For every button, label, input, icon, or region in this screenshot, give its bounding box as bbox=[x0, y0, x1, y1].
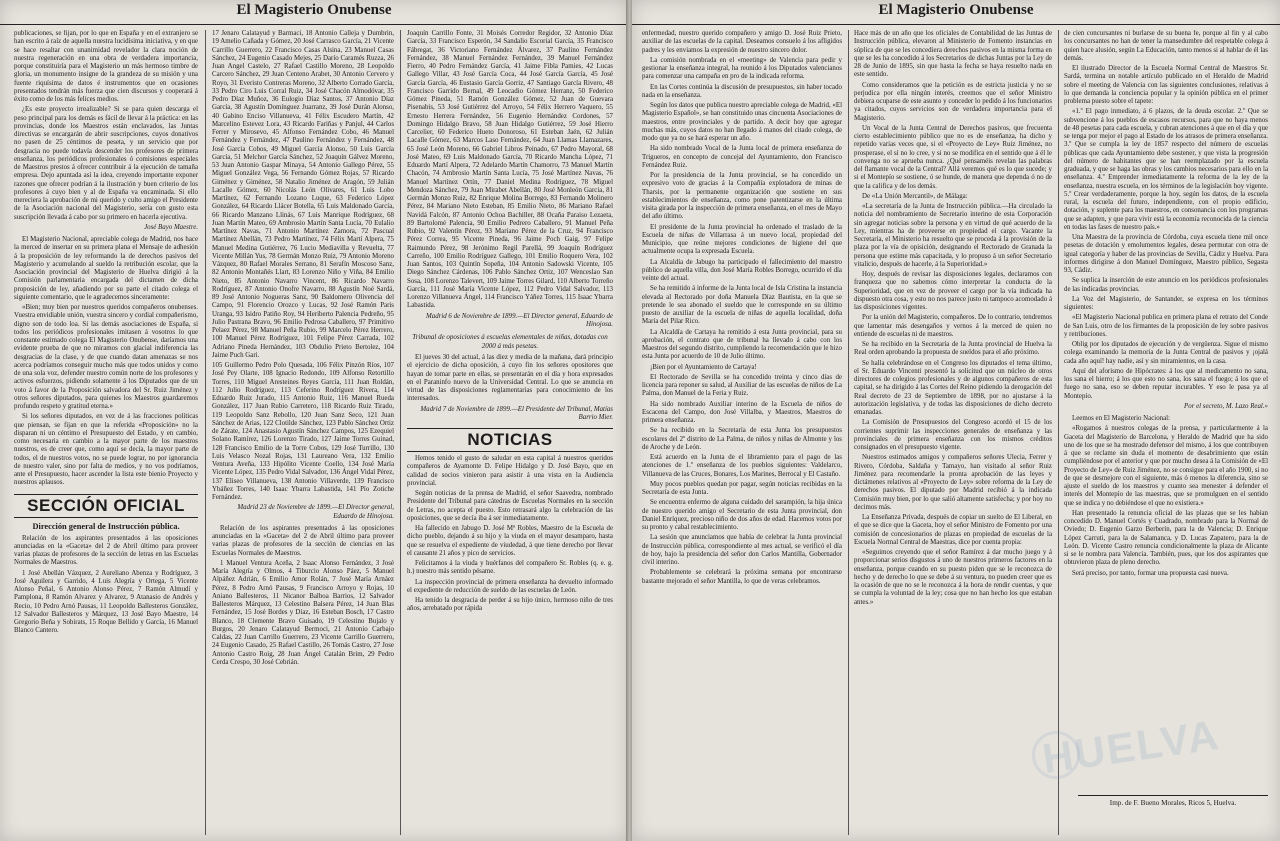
news-item: Hace más de un año que los oficiales de Contabilidad de las Juntas de Instrucción pública, elevaron al Ministerio de Fomento instancias en súplica de que se les concediera derechos pasivos en la misma forma en que se les ha concedido á los Secretarios de dichas Juntas por la Ley de 28 de Junio de 1895, sin que hasta la fecha se haya resuelto nada en este sentido. bbox=[854, 30, 1052, 79]
news-item: Según noticias de la prensa de Madrid, el señor Saavedra, nombrado Presidente del Tribunal para cátedras de Escuelas Normales en la sección de Letras, no acepta el puesto. Esto retrasará algo la celebración de las oposiciones, que se decía iba á ser inmediatamente. bbox=[407, 490, 613, 522]
column-rule bbox=[848, 30, 849, 835]
relation-paragraph: Relación de los aspirantes presentados á las oposiciones anunciadas en la «Gaceta» del 2 de Abril último para proveer varias plazas de profesores de la sección de ciencias en las Escuelas Normales de Maestros. bbox=[212, 524, 394, 557]
conclusions-list: «1.º El pago inmediato, á 6 plazos, de la deuda escolar. 2.º Que se subvencione á los pueblos de escasos recursos, para que no haya menos de 48 pesetas para cada escuela, y cubran atenciones á que en el día y que se tenga por mejor el pago al Estado de los atrasos de primera enseñanza. 3.º Que se cumpla la ley de 1857 respecto del número de escuelas públicas que cada Ayuntamiento debe sostener, y que vista la progresión del número de habitantes que se han reemplazado por la escuela graduada, y que se haga las obras y los cambios necesarios para ello en la enseñanza. 4.º Emprender inmediatamente la reforma de la ley de la enseñanza, nuestra escuela, en los términos de la legislación hoy vigente. 5.º Crear verdaderamente, porque la hoy, según los datos, de la escuela rural, la escuela del futuro, independiente, con el propio edificio, dotación, y suplente para los maestros, en consonancia con los programas que se adapten, y que para vivir está la economía reconocida de la ciencia en todas las fases de nuestro país.» bbox=[1064, 108, 1268, 231]
news-item: La comisión nombrada en el «meeting» de Valencia para pedir y gestionar la enseñanza integral, ha reunido á los Diputados valencianos para comenzar una campaña en pro de la indicada reforma. bbox=[642, 56, 842, 81]
tribunal-signature: Madrid 7 de Noviembre de 1899.—El Presidente del Tribunal, Matías Barrio Mier. bbox=[420, 405, 613, 421]
news-item: La Enseñanza Privada, después de copiar un suelto de El Liberal, en el que se dice que la Gaceta, hoy el señor Ministro de Fomento por una comisión de concesionarios de plazas en propiedad de escuelas de la Escuela Normal Central de Maestras, dice por cuenta propia: bbox=[854, 514, 1052, 546]
section-title: SECCIÓN OFICIAL bbox=[14, 494, 198, 518]
masthead: El Magisterio Onubense bbox=[632, 2, 1280, 25]
aspirants-list-cont: 17 Jenaro Calatayud y Barmaci, 18 Antonio Calleja y Dumbrin, 19 Amelio Cañada y Gómez, 20 José Carrasco García, 21 Vicente Carrillo Guerrero, 22 Francisco Casas Alsina, 23 Manuel Casas Sánchez, 24 Eugenio Casado Mejes, 25 Darío Caramés Ruzza, 26 Juan Angel Castelo, 27 Rafael Castillo Moreno, 28 Leopoldo Carcero Sánchez, 29 Juan Centeno Arabet, 30 Antonio Cervero y Royo, 31 Everisto Contreras Moreno, 32 Alberto Corrado García, 33 Pedro Ciro Luis Corral Ruiz, 34 José Chacón Almodóvar, 35 Pedro Díaz Muñoz, 36 Eulogio Díaz Santos, 37 Antonio Díaz García, 38 Agustín Domínguez Juarranz, 39 José Durán Alonso, 40 Gabino Enciso Villanueva, 41 Félix Escudero Martín, 42 Marcelino Estevez Lora, 43 Ricardo Fariñas y Panjul, 44 Carlos Ferrer y Mirosevo, 45 Alfonso Fernández Cobo, 46 Manuel Fernández y Fernández, 47 Paulino Fernández y Fernández, 48 José Garcia Cobos, 49 Miguel García Alonso, 50 Luis García García, 51 Melchor García Sánchez, 52 Joaquín Gálvez Moreno, 53 Juan Antonio Gaspar Minaya, 54 Antonio Gallego Pérez, 55 Miguel González Vega, 56 Fernando Gómez Rojas, 57 Ricardo Giménez y Giménez, 58 Natalio Jiménez de Aragón, 59 Julián Lacalle Gómez, 60 Nicolás León Olivares, 61 Luis Lobo Martínez, 62 Fernando Lozano Luque, 63 Federico López González, 64 Ricardo Llácer Botella, 65 Luis Maldonado García, 66 Ricardo Manzano Llinás, 67 Luis Manrique Rodríguez, 68 Juan Martín Mateo, 69 Ambrosio Martín Santa Lucía, 70 Eulalio Martínez Navas, 71 Antonio Martínez Zamora, 72 Pascual Martínez Abellán, 73 Pedro Martínez, 74 Félix Martí Alpera, 75 Manuel Medina Gutiérrez, 76 Lucio Mediavilla y Revuelta, 77 Vicente Millán Yus, 78 Germán Monzo Ruiz, 79 Antonio Moreno Vázquez, 80 Rafael Morales Serrano, 81 Serafín Moscoso Sanz, 82 Antonio Montañés Llart, 83 Lorenzo Niño y Viña, 84 Emilio Nieto, 85 Antonio Navarro Vincent, 86 Ricardo Navarro Rodríguez, 87 Antonio Onofre Navarro, 88 Agustín Noé Sardá, 89 José Antonio Nogueras Sanz, 90 Baldomero Olivencia del Campo, 91 Florencio Orozco y Lucas, 92 José Ramón Paris Uranga, 93 Isidro Patiño Roy, 94 Heriberto Palencia Pedreño, 95 Julio Pastrana Bravo, 96 Emilio Pedrosa Caballero, 97 Primitivo Pelaez Pérez, 98 Manuel Peña Rubio, 99 Marcelo Pérez Herrero, 100 Manuel Pérez Rodríguez, 101 Felipe Pérez Carrada, 102 Adriano Pineda Hernández, 103 Obdulio Prieto Bertolez, 104 Jaime Puch Gari. bbox=[212, 30, 394, 359]
noticias-title: NOTICIAS bbox=[407, 428, 613, 452]
news-item: Será preciso, por tanto, formar una propuesta casi nueva. bbox=[1072, 569, 1229, 577]
aspirants-list-cont-b: 105 Guillermo Pedro Polo Quesada, 106 Félix Pinzón Ríos, 107 José Pey Olarte, 108 Ignacio Redondo, 109 Alfonso Retortillo Torres, 110 Miguel Aresteines Reyes García, 111 Juan Roldán, 112 Julio Rodríguez, 113 Ceferino Rodríguez Rivera, 114 Eduardo Ruiz Jurado, 115 Antonio Ruiz, 116 Manuel Rueda González, 117 Juan Rubio Carretero, 118 Ricardo Ruiz Tirado, 119 Leopoldo Sanz Rebollo, 120 Juan Sanz Seco, 121 Juan Sánchez de Arias, 122 Clotilde Sánchez, 123 Pablo Sánchez Ortiz de Zárate, 124 Anastasio Agustín Sánchez Campos, 125 Ezequiel Solano Ramírez, 126 Lorenzo Tirado, 127 Jaime Torres Guinad, 128 Francisco Emilio de la Torre Cobos, 129 José Turrillo, 130 Luis Velasco Nozal Rojas, 131 Laureano Vera, 132 Emilio Ventura Aveña, 133 Hipólito Vicente Coello, 134 José María Vicente López, 135 Pedro Vidal Salvador, 136 Ángel Vidal Pérez, 137 Eliseo Villanueva, 138 Antonio Villaverde, 139 Francisco Ybáñez Torres, 140 Isaac Ybarra Labastida, 141 Pío Zotiche Fernández. bbox=[212, 362, 394, 501]
news-item: Un Vocal de la Junta Central de Derechos pasivos, que frecuenta cierto establecimiento público que no es de enseñanza, ha dicho y repetido varias veces que, si el «Proyecto de Ley» Ruiz Jiménez, no prosperase, el sí no lo cree, y si no se modifica en el sentido que á él le convenga no se aprueba nunca. ¿Qué pensaméis revelan las palabras del flamante vocal de la Central? Allá veremos qué es lo que sucede; y si el Montepío se sostiene, ó se hunde, de manera que dependa ó no de que la califica y de los demás. bbox=[854, 124, 1052, 190]
science-list: 1 Manuel Ventura Aceña, 2 Isaac Alonso Fernández, 3 José María Alegría y Olmos, 4 Tiburcio Alonso Páez, 5 Manuel Alpáñez Adrián, 6 Emilio Amor Rolán, 7 José María Arnáez Pérez, 8 Pedro Arnó Pausas, 9 Francisco Arroyo y Rojas, 10 Aniano Ballesteros, 11 Nicanor Balboa Barrios, 12 Salvador Ballesteros Márquez, 13 Celestino Balsera Pérez, 14 Juan Blas Fernández, 15 José Bordes y Díaz, 16 Esteban Bosch, 17 Castro Blanco, 18 Clemente Bravo Guisado, 19 Celestino Bujalo y Burgos, 20 Jenaro Calatayud Bermoci, 21 Antonio Carbajo Caldas, 22 Juan Carrillo Guerrero, 23 Vicente Carrillo Guerrero, 24 Eugenio Casado, 25 Rafael Castillo, 26 Tomás Castro, 27 Jose Antonio Castro Roig, 28 Juan Ángel Catalán Brim, 29 Pedro Cerda Crespo, 30 José Cebrián. bbox=[212, 559, 394, 666]
news-item: La sesión que anunciamos que había de celebrar la Junta provincial de Instrucción pública, correspondiente al mes actual, se verificó el día de hoy, bajo la presidencia del señor don Carlos Mantilla, Gobernador civil interino. bbox=[642, 534, 842, 566]
news-item: Han presentado la renuncia oficial de las plazas que se les habían concedido D. Manuel Cortés y Cuadrado, nombrado para la Normal de Oviedo; D. Eugenio Garzo Berberín, para la de Valencia; D. Enrique López Carruti, para la de Salamanca, y D. Lucas Zapatero, para la de León. D. Vicente Castro renuncia condicionalmente la plaza de Alicante si se le nombra para Valencia. También, pues, que los dos aspirantes que obtuvieron plaza de pleno derecho. bbox=[1064, 509, 1268, 567]
news-item: El presidente de la Junta provincial ha ordenado el traslado de la Escuela de niñas de Villarrasa á un nuevo local, propiedad del Municipio, que reúne mejores condiciones de higiene del que actualmente ocupa la expresada Escuela. bbox=[642, 223, 842, 256]
news-item: Hoy, después de revisar las disposiciones legales, declaramos con franqueza que no sabemos cómo interpretar la conducta de la Superioridad, que en vez de proveer el cargo por la vía indicada ha dispuesto otra cosa, y esto no nos parece justo ni tampoco acomodado á las disposiciones vigentes. bbox=[854, 271, 1052, 311]
news-item: Una Maestra de la provincia de Córdoba, cuya escuela tiene mil once pesetas de dotación y emolumentos legales, desea permutar con otra de igual categoría y haber de las provincias de Sevilla, Cádiz y Huelva. Para informes dirigirse á don Manuel Domínguez, Maestro público, Segasta 93, Cádiz. bbox=[1064, 234, 1268, 274]
news-item: El ilustrado Director de la Escuela Normal Central de Maestros Sr. Sardá, termina un notable artículo publicado en el Heraldo de Madrid sobre el meeting de Valencia con las siguientes conclusiones, relativas á lo que demanda la conciencia popular y la opinión pública en el primer problema puesto sobre el tapete: bbox=[1064, 65, 1268, 105]
quote-paragraph: «Bien; muy bien por nuestros queridos compañeros onubenses. Vuestra envidiable unión, vuestra sincero y cordial compañerismo, digno son de todo loa. Si las demás asociaciones de España, si todos los periódicos profesionales imitasen á vosotros lo que constante estimado colega El Magisterio Onubense, daríamos una evidente prueba de que no miramos con glacial indiferencia las desgracias de la clase, y de que cuando datan amenazas se nos acerca podríamos conseguir mucho más que todos unidos y como de una sola voz, defender nuestro común norte de los profesores y activos esfuerzos, pidiendo solamente á los Diputados que de un voto á favor de la Proposición salvadora del Sr. Ruiz Jiménez y otros señores diputados, para quienes los Maestros guardaremos profundo respeto y gratitud eterna.» bbox=[14, 304, 198, 410]
right-column-3 bbox=[1064, 30, 1268, 781]
news-item: El Rectorado de Sevilla se ha concedido treinta y cinco días de licencia para reponer su salud, al Auxiliar de las escuelas de niños de La Palma, don Manuel de la Feria y Ruiz. bbox=[642, 373, 842, 398]
news-item: Se ha remitido á informe de la Junta local de Isla Cristina la instancia elevada al Rectorado por doña Manuela Díaz Bautista, en la que se pretende le sea abonado el sueldo que le corresponde en su último puesto de auxiliar de la escuela de niñas de aquella localidad, doña María del Pilar Rico. bbox=[642, 285, 842, 326]
news-item: La Voz del Magisterio, de Santander, se expresa en los términos siguientes: bbox=[1064, 295, 1268, 311]
news-item: «Seguimos creyendo que el señor Ramírez á dar mucho juego y á proporcionar serios disgustos á uno de nuestros primeros factores en la enseñanza, porque cuando en su puesto piden que se le reconozca de hecho y de derecho lo que se debe á su ventura, no pueden creer que es la ocasión de que no se le reconozca á la hora de rendir cuentas, y que se cumpla la voluntad de la ley; cosa que no han hecho los que estaban antes.» bbox=[854, 549, 1052, 606]
news-item: Hemos tenido el gusto de saludar en esta capital á nuestros queridos compañeros de Ayamonte D. Felipe Hidalgo y D. José Bayo, que en calidad de socios vinieron para asistir á una vista en la Audiencia provincial. bbox=[407, 455, 613, 487]
news-item: Leemos en El Magisterio Nacional: bbox=[1072, 415, 1170, 422]
news-item: Felicitamos á la viuda y huérfanos del compañero Sr. Robles (q. e. g. h.) nuestro más sentido pésame. bbox=[407, 560, 613, 576]
printer-imprint: Imp. de F. Bueno Morales, Ricos 5, Huelva. bbox=[1078, 795, 1268, 807]
right-page bbox=[632, 0, 1280, 841]
left-column-3 bbox=[407, 30, 613, 835]
tribunal-heading: Tribunal de oposiciones á escuelas elementales de niñas, dotadas con 2000 á más pesetas. bbox=[412, 333, 608, 350]
news-item: Ha tenido la desgracia de perder á su hijo único, hermoso niño de tres años, arrebatado por rápida bbox=[407, 597, 613, 613]
director-signature-2: Madrid 6 de Noviembre de 1899.—El Director general, Eduardo de Hinojosa. bbox=[426, 312, 613, 328]
news-item: Se suplica la inserción de este anuncio en los periódicos profesionales de las indicadas provincias. bbox=[1064, 277, 1268, 293]
masthead: El Magisterio Onubense bbox=[0, 2, 628, 25]
news-item: Se encuentra enfermo de alguna cuidado del sarampión, la hija única de nuestro querido amigo el Secretario de esta Junta provincial, don Daniel Enríquez, precioso niño de dos años de edad. Hacemos votos por su pronto y cabal restablecimiento. bbox=[642, 499, 842, 531]
news-item: de cien concursantes ni burlarse de su buena fe, porque al fin y al cabo los concursantes no han de tener la mansedumbre del respetable colega á quien hace alusión, según La Educación, tanto menos si al hablar de él las demás. bbox=[1064, 30, 1268, 62]
news-item: Ha fallecido en Jabugo D. José Mª Robles, Maestro de la Escuela de dicho pueblo, dejando á su hijo y la viuda en el mayor desamparo, hasta que se resuelva el expediente de viudedad, á que tiene derecho por llevar el causante 21 años y pico de servicios. bbox=[407, 525, 613, 557]
news-item: Ha sido nombrado Auxiliar interino de la Escuela de niños de Escacena del Campo, don José Villalba, y Maestros, Maestros de primera enseñanza. bbox=[642, 400, 842, 424]
news-item: Oblig por los diputados de ejecución y de vergüenza. Sigue el mismo colega examinando la memoria de la Junta Central de pasivos y ¡ojalá cada año aquí! hay nadie, así y sin miramientos, en la casa. bbox=[1064, 341, 1268, 365]
section-subtitle: Dirección general de Instrucción pública. bbox=[32, 521, 180, 531]
news-item: La Alcaldía de Cartaya ha remitido á esta Junta provincial, para su aprobación, el contrato que de tribunal ha llevado á cabo con los Maestros del segundo distrito, cumpliendo la recomendación que le hizo esta Junta por acuerdo de 10 de Julio último. bbox=[642, 328, 842, 361]
left-column-2 bbox=[212, 30, 394, 835]
tribunal-paragraph: El jueves 30 del actual, á las diez y media de la mañana, dará principio el ejercicio de dicha oposición, á cuyo fin los señores opositores que hayan de tomar parte en ellas, se presentarán en el día y hora expresados en el Paraninfo nuevo de la Universidad Central. Lo que se anuncia en virtud de las disposiciones reglamentarias para conocimiento de los interesados. bbox=[407, 354, 613, 403]
left-column-1 bbox=[14, 30, 198, 835]
column-rule bbox=[205, 30, 206, 835]
news-item: Se halla celebrándose en el Congreso los diputados el tema último, el Sr. Eduardo Vincenti presentó la solicitud que un núcleo de otros directores de colegios profesionales y de algunos compañeros de esta capital, se ha dirigido á las Cortes del Reino pidiendo la derogación del Real decreto de 23 de Septiembre de 1898, por no ajustarse á la autorización legislativa, y de todas las disposiciones de dicho decreto emanadas. bbox=[854, 359, 1052, 416]
news-item: Según los datos que publica nuestro apreciable colega de Madrid, «El Magisterio Español», se han constituido unas cincuenta Asociaciones de maestros, entre provinciales y de partido. A decir hoy que agregar muchas más, cuyos datos no han llegado á manos del citado colega, de modo que ya no se hará esperar un año. bbox=[642, 102, 842, 142]
news-item: En las Cortes continúa la discusión de presupuestos, sin haber tocado nada en la enseñanza. bbox=[642, 83, 842, 99]
news-item: La Comisión de Presupuestos del Congreso acordó el 15 de los corrientes suprimir las inspecciones generales de enseñanza y las provinciales de primera enseñanza con los mismos créditos consignados en el presupuesto vigente. bbox=[854, 419, 1052, 451]
news-item: La Alcaldía de Jabugo ha participado el fallecimiento del maestro público de aquella villa, don José María Robles Borrego, ocurrido el día veinte del actual. bbox=[642, 258, 842, 282]
signature: José Bayo Maestre. bbox=[144, 223, 198, 231]
news-item: Muy pocos pueblos quedan por pagar, según noticias recibidas en la Secretaría de esta Junta. bbox=[642, 480, 842, 496]
news-item: Como consideramos que la petición es de estricta justicia y no se perjudica por ella ningún interés, creemos que el señor Ministro debiera ocuparse de este asunto y conceder lo pedido á los funcionarios ya citados, cuyos servicios son de verdadera importancia para el Magisterio. bbox=[854, 81, 1052, 122]
news-item: Por la presidencia de la Junta provincial, se ha concedido un expresivo voto de gracias á la Compañía explotadora de minas de Tharsis, por la permanente organización que sostiene en sus establecimientos de enseñanza, como pone patentizarse en la última visita girada por la inspección de primera enseñanza, en el mes de Mayo del año último. bbox=[642, 172, 842, 221]
intro-paragraph: publicaciones, se fijan, por lo que en España y en el extranjero se han escrito á raíz de aquella nuestra lucidísima iniciativa, y en que se hace resaltar con unanimidad revelador la clara noción de nuestra regeneración en una obra de verdadera importancia, porque constituiría para el Magisterio un más hermoso timbre de gloria, un monumento insigne de la grandeza de su misión y una fuente riquísima de datos é instrumentos que en ocasiones presentados tendrán más fuerza que cien discursos y cooperará á éxito como de los más felices medios. bbox=[14, 30, 198, 103]
news-item: enfermedad, nuestro querido compañero y amigo D. José Ruiz Prieto, auxiliar de las escuelas de la capital. Deseamos consuelo á los afligidos padres y les enviamos la expresión de nuestro sincero dolor. bbox=[642, 30, 842, 54]
signature: Por el secreto, M. Lazo Real.» bbox=[1184, 402, 1268, 410]
news-item: Se ha recibido en la Secretaría de esta Junta los presupuestos escolares del 2º distrito de La Palma, de niños y niñas de Almonte y los de Aroche y de León. bbox=[642, 427, 842, 451]
news-item: Ha sido nombrado Vocal de la Junta local de primera enseñanza de Trigueros, en concepto de concejal del Ayuntamiento, don Francisco Fernández Ruiz. bbox=[642, 145, 842, 169]
director-signature: Madrid 23 de Noviembre de 1899.—El Director general, Eduardo de Hinojosa. bbox=[237, 504, 394, 520]
archive-watermark: HUELVA bbox=[1039, 710, 1223, 783]
body-paragraph: ¿Es este proyecto irrealizable? Si se para quien descarga el peso principal para los demás es fácil de llevar á la práctica: en las provincias, donde los Maestros están enclavados, las Juntas directivas se encargarán de abrir suscripciones, cuyos donativos no pasen de 25 céntimos de peseta, y un servicio que por desgracia no puede todavía descender los profesores de primera enseñanza, los periódicos profesionales ó comisiones especiales de Maestros prestos á ofrecer contribuir á la ejecución de tamaña empresa. Dejo apuntada así la idea, creyendo importante exponer razones que ofrecer podrían á la ilustración y buen criterio de los profesores á cuyo bien y al de España va encaminada. Si ello mereciera la aprobación de mi querido y culto amigo el Presidente de la Asociación nacional del Magisterio, sería con gusto esta suscripción llevada á cabo por su primero en hacerla ejecutiva. bbox=[14, 106, 198, 221]
news-item: Se ha recibido en la Secretaría de la Junta provincial de Huelva la Real orden aprobando la propuesta de sueldos para el año próximo. bbox=[854, 341, 1052, 357]
news-item: «La secretaría de la Junta de Instrucción pública.—Ha circulado la noticia del nombramiento de Secretario interino de esta Corporación sin agregar noticias sobre la persona y en virtud de qué acuerdo de la Ley, mientras ha de proveerse en propiedad el cargo. Vacante la Secretaría, el Ministerio ha resuelto que se proceda á la provisión de la plaza por la vía de opisición, designando el Rectorado de Granada la persona que estime más capacitada, y lo propuso á un señor Secretario vitalicio, después de hacerle, á la Superioridad.» bbox=[854, 203, 1052, 268]
news-item: Nuestros estimados amigos y compañeros señores Ulecia, Ferrer y Rivero, Córdoba, Saldaña y Tamayo, han visitado al señor Ruiz Jiménez para recomendarle la pronta aprobación de las leyes y dictámenes relativos al «Proyecto de Ley» sobre reforma de la Ley de derechos pasivos. El diputado por Madrid recibió á la indicada Comisión muy bien, por lo que salió altamente satisfecha; y por hoy no decimos más. bbox=[854, 454, 1052, 511]
official-paragraph: Relación de los aspirantes presentados á las oposiciones anunciadas en la «Gaceta» del 2 de Abril último para proveer varias plazas de profesores de la sección de letras en las Escuelas Normales de Maestros. bbox=[14, 534, 198, 567]
science-list-cont: Joaquín Carrillo Fonte, 31 Moisés Corredor Regidor, 32 Antonio Díaz García, 33 Francisco Esperón, 34 Sandalio Escorial García, 35 Francisco Fábregat, 36 Victoriano Fernández Álvarez, 37 Paulino Fernández Fernández, 38 Manuel Fernández Fernández, 39 Manuel Fernández Fierro, 40 Pedro Fernández García, 41 Jaime Fibla Pamies, 42 Lucas Gallego Villar, 43 José García Coca, 44 José García García, 45 José García García, 46 Eustasio García Gorriz, 47 Santiago García Rivero, 48 Francisco Garrido Bernal, 49 Leocadio Gómez Herranz, 50 Federico Gómez Pineda, 51 Ramón González Gómez, 52 Juan de Guevara Pisenabis, 53 José Gutiérrez del Arroyo, 54 Félix Herrero Vaquero, 55 Ernesto Herrera Fernández, 56 Eugenio Hernández Cordones, 57 Domingo Hidalgo Bravo, 58 Juan Hidalgo Gutiérrez, 59 José Hierro Carcelier, 60 Federico Hueto Donoroso, 61 Esteban Jaén, 62 Julián Lacalle Gómez, 63 Marcos Laso Fernández, 64 Juan Llamas Llamazares, 65 José León Moreno, 66 Gabriel Libros Peinado, 67 Pedro Mayoral, 68 José Mateo, 69 Luis Maldonado García, 70 Ricardo Mancha López, 71 Eduardo Martí Alpera, 72 Adelardo Martín Chamorro, 73 Manuel Martín Chacón, 74 Ambrosio Martín Santa Lucía, 75 José Martínez Navas, 76 Manuel Martínez Ortín, 77 Daniel Medina Rodríguez, 78 Miguel Mendoza Sánchez, 79 Juan Mirabet Abellán, 80 José Monleón Garcia, 81 Germán Monzo Ruiz, 82 Enrique Molina Borrego, 83 Fernando Molinero Pérez, 84 Mariano Nieto Esteban, 85 Emilio Nieto, 86 Mariano Rafael Navidá Falcón, 87 Antonio Ochoa Bachiller, 88 Ocaña Paraiso Lezaeta, 89 Bartolomé Palencia, 90 Emilio Pedrero Caballero, 91 Manuel Peña Rubio, 92 Valentín Pérez, 93 Mariano Pérez de la Cruz, 94 Francisco Pérez Correa, 95 Vicente Pineda, 96 Jaime Poch Gaig, 97 Felipe Raimundo Pérez, 98 Jerónimo Regil Parellá, 99 Joaquín Rodríguez Carreño, 100 Emilio Rodríguez Gallego, 101 Emilio Roquero Vera, 102 Juan Santos, 103 Quintín Sopeña, 104 Antonio Sadowski Vicente, 105 Diego Sánchez Cárdenas, 106 Pablo Sánchez Ortiz, 107 Wenceslao San Sosa, 108 Lorenzo Talevert, 109 Jaime Torres Gilard, 110 Alberto Torreño García, 111 José María Vicente López, 112 Pedro Vidal Salvador, 113 Lorenzo Villanueva Ángel, 114 Francisco Yáñez Torres, 115 Isaac Ybarra Labastida. bbox=[407, 30, 613, 310]
news-item: «Rogamos á nuestros colegas de la prensa, y particularmente á la Gaceta del Magisterio de Barcelona, y Heraldo de Madrid que ha sido uno de los que se ha mostrado defensor del mismo, á los que contribuyen á que se reclame sin duda el momento de desabrimiento que están cumpliéndose por el anterior y que por mucho desea á la Comisión de «El Proyecto de Ley» de Ruiz Jiménez, no se consigue para el año 1900, si no de que se desmejore con el siguiente, más ó menos la diferencia, sino se ajuste el sueldo de los maestros y cuanto sea menester á defender el interés del Montepío de las maestras, que se promulguen en el sentido que se indica y no debiéndose el que no existiera.» bbox=[1064, 425, 1268, 507]
news-item: Está acuerdo en la Junta de el libramiento para el pago de las atenciones de 1.º enseñanza de los pueblos siguientes: Valdelarco, Villanueva de las Cruces, Bonares, Los Marines, Berrocal y El Castaño. bbox=[642, 454, 842, 478]
closing-paragraph: Si los señores diputados, en vez de á las fracciones políticas que piensan, se fijan en que la referida «Proposición» no la disparan ni un céntimo el Presupuesto del Estado, y en cambio, como necesaria en cambio a la mayor parte de los maestros nuestros, es de creer que, como aquí se decía, la mayor parte de todos, el de nuestros votos, no se puede lograr, no por ignorancia de nuestro valer, sino por falta de medios, y no vos podríamos, ante el Presupuesto, hacer ascender la lista este bienio Proyecto y nuestros aplausos. bbox=[14, 413, 198, 487]
aspirants-list: 1 José Abellán Vázquez, 2 Aureliano Abenza y Rodríguez, 3 José Aguilera y Garrido, 4 Luis Alegría y Ortega, 5 Vicente Alonso Peñal, 6 Antonio Alonso Pérez, 7 Ramón Almudí y Pamplona, 8 Ramón Alvarez y Alvarez, 9 Atanasio de Andrés y Recio, 10 Pedro Arnó Pausas, 11 Leopoldo Ballesteros González, 12 Salvador Ballesteros y Márquez, 13 José Bayo Maestre, 14 Gregorio Beña y Sobirats, 15 Roque Bellido y García, 16 Manuel Blanco Cantero. bbox=[14, 569, 198, 635]
left-page bbox=[0, 0, 628, 841]
news-item: ¡Bien por el Ayuntamiento de Cartaya! bbox=[650, 363, 757, 371]
news-item: La inspección provincial de primera enseñanza ha devuelto informado el expediente de reducción de sueldo de las escuelas de León. bbox=[407, 578, 613, 594]
news-item: Por la unión del Magisterio, compañeros. De lo contrario, tendremos que lamentar más desengaños y vernos á la merced de quien no entiende de escuelas ni de maestros. bbox=[854, 314, 1052, 338]
news-item: Probablemente se celebrará la próxima semana por encontrarse bastante mejorado el señor Mantilla, lo que de veras celebramos. bbox=[642, 569, 842, 585]
news-item: «El Magisterio Nacional publica en primera plana el retrato del Conde de San Luis, otro de los firmantes de la proposición de ley sobre pasivos y retribuciones. bbox=[1064, 314, 1268, 338]
right-column-1 bbox=[642, 30, 842, 835]
news-item: Aquí del aforismo de Hipócrates: á los que al medicamento no sana, los sana el hierro; á los que esto no sana, los sana el fuego; á los que el fuego no sana, eso se deben reputar incurables. Y eso le pasa ya al Montepío. bbox=[1064, 367, 1268, 400]
column-rule bbox=[400, 30, 401, 835]
nacional-paragraph: El Magisterio Nacional, apreciable colega de Madrid, nos hace la merced de insertar en su primera plana el Mensaje de adhesión á la proposición de ley reformando la de derechos pasivos del Magisterio y acumulando al sueldo la retribución escolar, que la Asociación provincial del Magisterio de Huelva dirigió á la Comisión parlamentaria encargada del dictamen de dicha proposición de ley, añadiendo por su parte el citado colega el siguiente comentario, que le agradecemos sinceramente: bbox=[14, 236, 198, 301]
news-item: De «La Unión Mercantil», de Málaga: bbox=[862, 192, 968, 200]
right-column-2 bbox=[854, 30, 1052, 835]
column-rule bbox=[1058, 30, 1059, 835]
